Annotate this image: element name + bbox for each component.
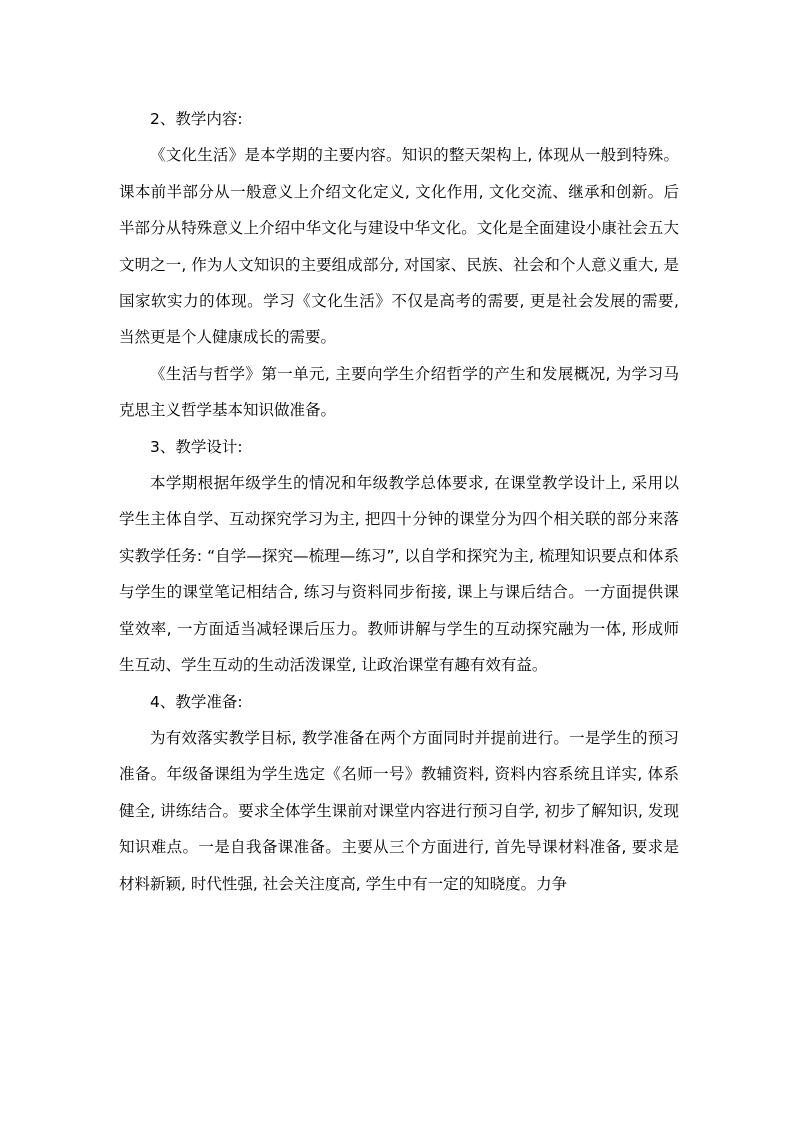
section-heading-design: 3、教学设计: — [150, 437, 243, 456]
paragraph-teaching-design: 本学期根据年级学生的情况和年级教学总体要求, 在课堂教学设计上, 采用以学生主体自学、互动探究学习为主, 把四十分钟的课堂分为四个相关联的部分来落实教学任务: “自学—探究—梳理—练习”, 以自学和探究为主, 梳理知识要点和体系与学生的课堂笔记相结合, 练习与资料同步衔接, 课上与课后结合。一方面提供课堂效率, 一方面适当减轻课后压力。教师讲解与学生的互动探究融为一体, 形成师生互动、学生互动的生动活泼课堂, 让政治课堂有趣有效有益。 — [119, 474, 679, 675]
section-heading-content: 2、教学内容: — [150, 110, 243, 128]
paragraph-philosophy-unit: 《生活与哲学》第一单元, 主要向学生介绍哲学的产生和发展概况, 为学习马克思主义哲学基本知识做准备。 — [119, 364, 679, 420]
paragraph-teaching-preparation: 为有效落实教学目标, 教学准备在两个方面同时并提前进行。一是学生的预习准备。年级备课组为学生选定《名师一号》教辅资料, 资料内容系统且详实, 体系健全, 讲练结合。要求全体学生课前对课堂内容进行预习自学, 初步了解知识, 发现知识难点。一是自我备课准备。主要从三个方面进行, 首先导课材料准备, 要求是材料新颖, 时代性强, 社会关注度高, 学生中有一定的知晓度。力争 — [119, 728, 679, 893]
section-heading-preparation: 4、教学准备: — [150, 692, 243, 711]
document-body — [119, 101, 679, 902]
paragraph-culture-life: 《文化生活》是本学期的主要内容。知识的整天架构上, 体现从一般到特殊。课本前半部分从一般意义上介绍文化定义, 文化作用, 文化交流、继承和创新。后半部分从特殊意义上介绍中华文化与建设中华文化。文化是全面建设小康社会五大文明之一, 作为人文知识的主要组成部分, 对国家、民族、社会和个人意义重大, 是国家软实力的体现。学习《文化生活》不仅是高考的需要, 更是社会发展的需要, 当然更是个人健康成长的需要。 — [119, 146, 679, 347]
